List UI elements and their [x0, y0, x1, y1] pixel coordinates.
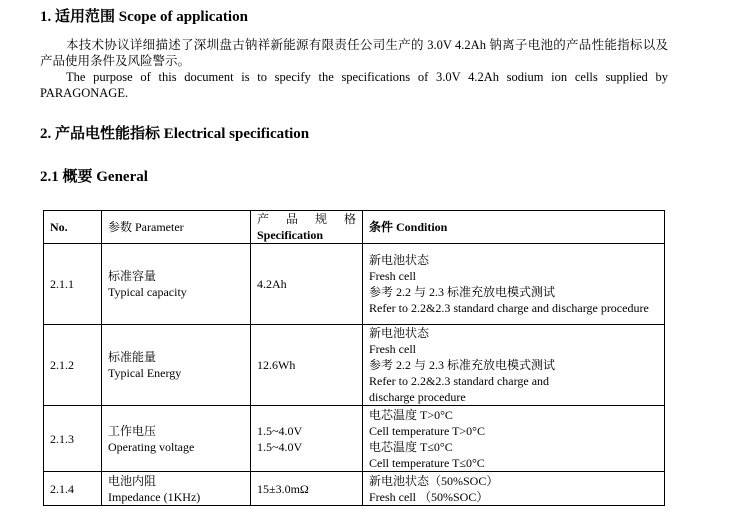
- condition-line: 电芯温度 T≤0°C: [369, 439, 453, 454]
- spec-value: 12.6Wh: [257, 358, 296, 372]
- scope-paragraph-en: The purpose of this document is to specify the specifications of 3.0V 4.2Ah sodium ion cells supplied by PARAGONAGE.: [40, 70, 668, 100]
- condition-line: discharge procedure: [369, 390, 466, 404]
- condition-line: 新电池状态: [369, 326, 430, 340]
- condition-line: Refer to 2.2&2.3 standard charge and: [369, 374, 550, 388]
- row-parameter: [102, 406, 251, 472]
- section-2-heading: 2. 产品电性能指标 Electrical specification: [40, 126, 310, 142]
- row-number: 2.1.3: [44, 406, 102, 472]
- condition-line: Fresh cell: [369, 269, 416, 283]
- header-parameter: [102, 211, 251, 244]
- parameter-en: Typical capacity: [108, 285, 187, 299]
- row-spec: [251, 244, 363, 325]
- condition-line: Fresh cell （50%SOC）: [369, 489, 489, 504]
- condition-line: Cell temperature T>0°C: [369, 423, 485, 438]
- row-condition: [363, 406, 665, 472]
- parameter-cn: 工作电压: [108, 423, 157, 438]
- table-row: [44, 472, 665, 506]
- parameter-cn: 标准能量: [108, 350, 157, 364]
- condition-line: Fresh cell: [369, 342, 416, 356]
- row-parameter: [102, 325, 251, 406]
- row-condition: [363, 325, 665, 406]
- parameter-en: Typical Energy: [108, 366, 182, 380]
- parameter-cn: 电池内阻: [108, 473, 157, 488]
- condition-line: 参考 2.2 与 2.3 标准充放电模式测试: [369, 358, 556, 372]
- section-1-heading: 1. 适用范围 Scope of application: [40, 9, 248, 25]
- condition-line: 电芯温度 T>0°C: [369, 407, 453, 422]
- parameter-en: Impedance (1KHz): [108, 489, 201, 504]
- scope-paragraph-cn: 本技术协议详细描述了深圳盘古钠祥新能源有限责任公司生产的 3.0V 4.2Ah 钠离子电池的产品性能指标以及产品使用条件及风险警示。: [40, 38, 668, 68]
- row-condition: [363, 244, 665, 325]
- header-spec-en: Specification: [257, 228, 323, 242]
- condition-line: Cell temperature T≤0°C: [369, 455, 485, 470]
- electrical-spec-table: [43, 210, 665, 506]
- row-parameter: [102, 472, 251, 506]
- section-2-1-heading: 2.1 概要 General: [40, 169, 148, 185]
- table-header-row: [44, 211, 665, 244]
- spec-value: 4.2Ah: [257, 277, 287, 291]
- row-spec: [251, 325, 363, 406]
- condition-line: 参考 2.2 与 2.3 标准充放电模式测试: [369, 285, 556, 299]
- header-spec-cn: 产 品 规 格: [257, 212, 356, 226]
- row-number: 2.1.1: [44, 244, 102, 325]
- header-condition: 条件 Condition: [363, 211, 665, 244]
- table-row: [44, 406, 665, 472]
- table-row: [44, 325, 665, 406]
- header-specification: [251, 211, 363, 244]
- row-condition: [363, 472, 665, 506]
- spec-value: 1.5~4.0V: [257, 439, 303, 454]
- table-row: [44, 244, 665, 325]
- header-parameter-label: 参数 Parameter: [108, 220, 184, 234]
- spec-value: 15±3.0mΩ: [257, 481, 309, 496]
- row-number: 2.1.4: [44, 472, 102, 506]
- parameter-cn: 标准容量: [108, 269, 157, 283]
- header-no: No.: [44, 211, 102, 244]
- row-parameter: [102, 244, 251, 325]
- condition-line: 新电池状态: [369, 253, 430, 267]
- condition-line: Refer to 2.2&2.3 standard charge and discharge procedure: [369, 301, 649, 315]
- parameter-en: Operating voltage: [108, 439, 195, 454]
- row-spec: [251, 472, 363, 506]
- row-number: 2.1.2: [44, 325, 102, 406]
- row-spec: [251, 406, 363, 472]
- spec-value: 1.5~4.0V: [257, 423, 303, 438]
- condition-line: 新电池状态（50%SOC）: [369, 473, 499, 488]
- section-1-body: [40, 37, 668, 101]
